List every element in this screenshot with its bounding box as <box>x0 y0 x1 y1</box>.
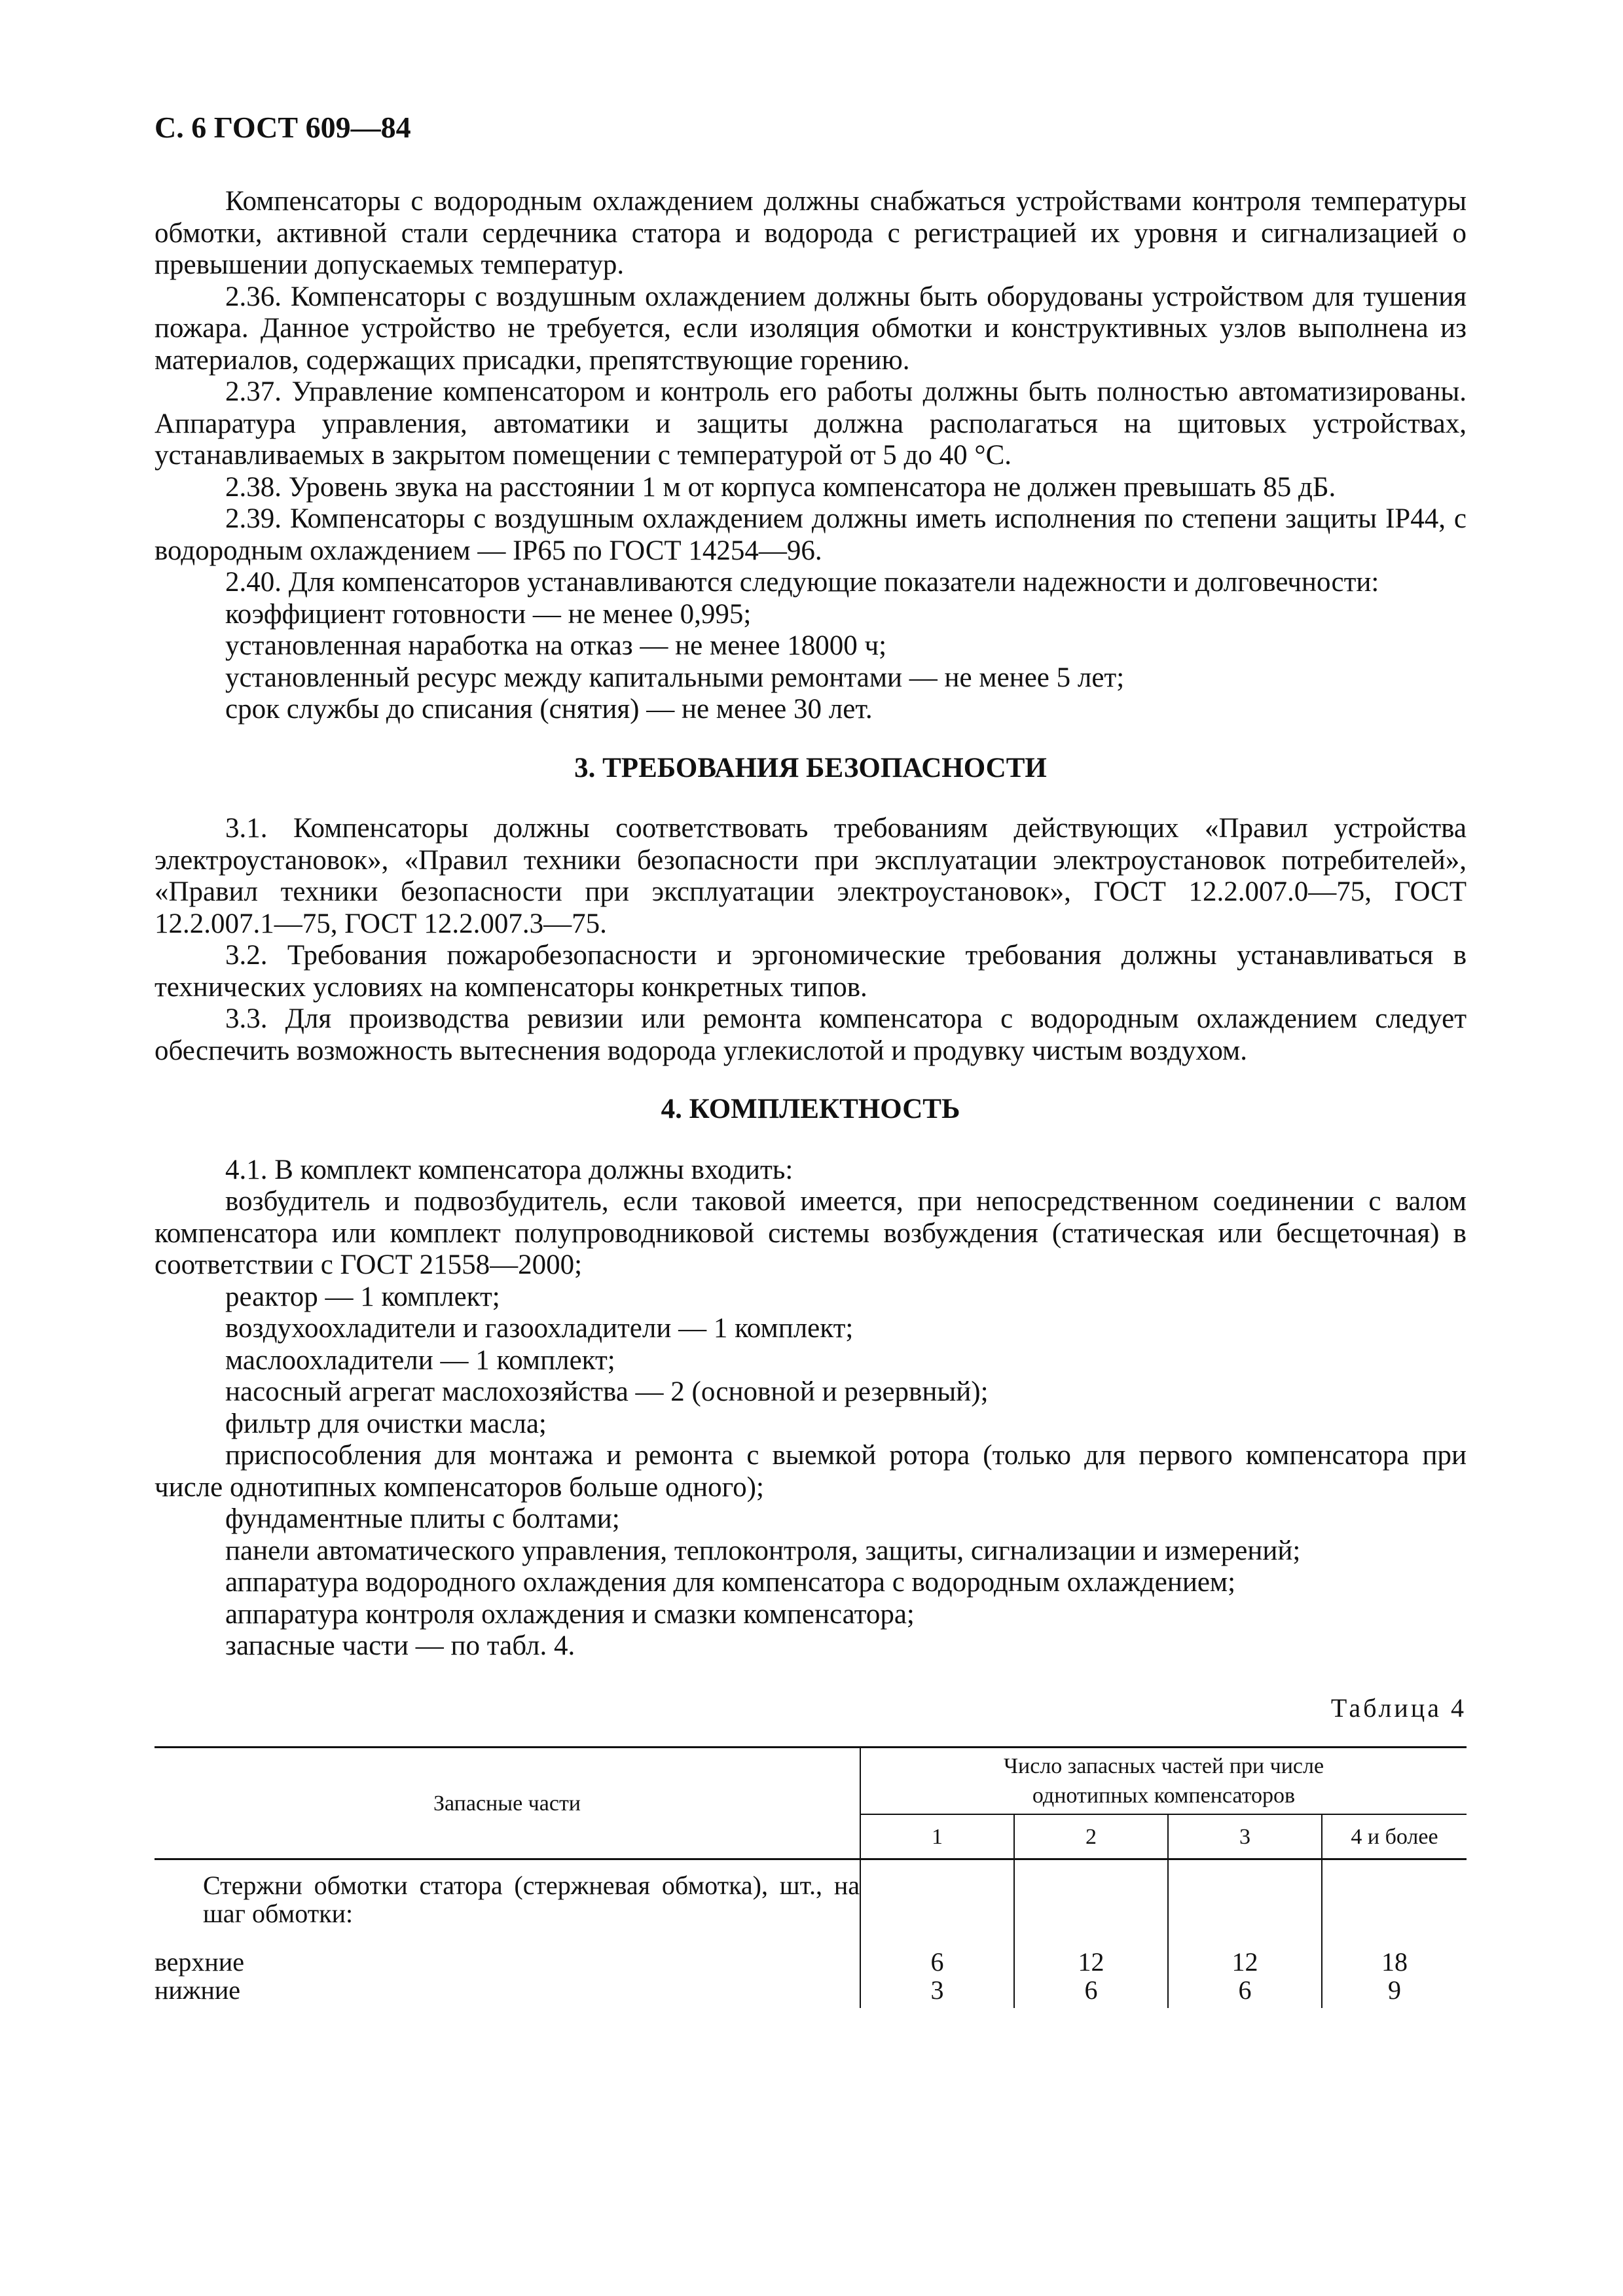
paragraph: установленный ресурс между капитальными ремонтами — не менее 5 лет; <box>225 662 1125 693</box>
table-header-group <box>860 1748 1467 1815</box>
table-cell-empty <box>1014 1859 1168 1939</box>
table-header-col-3: 3 <box>1168 1814 1322 1859</box>
table-cell: 12 <box>1168 1939 1322 1976</box>
table-group-label-text: Стержни обмотки статора (стержневая обмотка), шт., на шаг обмотки: <box>203 1871 860 1928</box>
paragraph: 3.1. Компенсаторы должны соответствовать требованиям действующих «Правил устройства электроустановок», «Правил техники безопасности при эксплуатации электроустановок потребителей», «Правил техники безопасности при эксплуатации электроустановок», ГОСТ 12.2.007.0—75, ГОСТ 12.2.007.1—75, ГОСТ 12.2.007.3—75. <box>155 813 1467 939</box>
paragraph: воздухоохладители и газоохладители — 1 комплект; <box>225 1313 854 1344</box>
paragraph: аппаратура контроля охлаждения и смазки компенсатора; <box>225 1598 915 1630</box>
paragraph: фильтр для очистки масла; <box>225 1408 547 1439</box>
table-row-label: нижние <box>155 1976 860 2008</box>
paragraph: 2.37. Управление компенсатором и контроль его работы должны быть полностью автоматизированы. Аппаратура управления, автоматики и защиты должна располагаться на щитовых устройствах, устанавливаемых в закрытом помещении с температурой от 5 до 40 °С. <box>155 376 1467 471</box>
paragraph: коэффициент готовности — не менее 0,995; <box>225 598 752 630</box>
table-cell-empty <box>1322 1859 1467 1939</box>
paragraph: запасные части — по табл. 4. <box>225 1630 575 1661</box>
table-row <box>155 1939 1467 1976</box>
table-row-group <box>155 1859 1467 1939</box>
paragraph: панели автоматического управления, теплоконтроля, защиты, сигнализации и измерений; <box>225 1535 1301 1566</box>
section-3-body <box>155 813 1467 1067</box>
table-header-group-text: Число запасных частей при числе однотипных компенсаторов <box>1003 1754 1324 1808</box>
paragraph: 2.38. Уровень звука на расстоянии 1 м от корпуса компенсатора не должен превышать 85 дБ. <box>225 471 1336 503</box>
table-group-label <box>155 1859 860 1939</box>
paragraph: 2.36. Компенсаторы с воздушным охлаждением должны быть оборудованы устройством для тушения пожара. Данное устройство не требуется, если изоляция обмотки и конструктивных узлов выполнена из материалов, содержащих присадки, препятствующие горению. <box>155 281 1467 376</box>
paragraph: установленная наработка на отказ — не менее 18000 ч; <box>225 630 887 661</box>
table-header-col-2: 2 <box>1014 1814 1168 1859</box>
table-cell: 18 <box>1381 1947 1408 1977</box>
spare-parts-table <box>155 1746 1467 2008</box>
paragraph: приспособления для монтажа и ремонта с выемкой ротора (только для первого компенсатора при числе однотипных компенсаторов больше одного); <box>155 1440 1467 1503</box>
section-4-heading: 4. КОМПЛЕКТНОСТЬ <box>661 1094 960 1124</box>
table-caption: Таблица 4 <box>1330 1693 1467 1723</box>
paragraph: реактор — 1 комплект; <box>225 1281 500 1312</box>
table-header-spare-parts: Запасные части <box>155 1748 860 1859</box>
page-header: С. 6 ГОСТ 609—84 <box>155 111 411 144</box>
paragraph: аппаратура водородного охлаждения для компенсатора с водородным охлаждением; <box>225 1567 1236 1598</box>
paragraph: возбудитель и подвозбудитель, если таковой имеется, при непосредственном соединении с валом компенсатора или комплект полупроводниковой системы возбуждения (статическая или бесщеточная) в соответствии с ГОСТ 21558—2000; <box>155 1186 1467 1280</box>
paragraph: срок службы до списания (снятия) — не менее 30 лет. <box>225 694 873 725</box>
document-body <box>155 186 1467 2008</box>
section-4-body <box>155 1155 1467 1662</box>
table-cell: 12 <box>1014 1939 1168 1976</box>
table-cell-empty <box>1168 1859 1322 1939</box>
table-row-label: верхние <box>155 1939 860 1976</box>
table-row <box>155 1976 1467 2008</box>
table-cell: 6 <box>1014 1976 1168 2008</box>
table-cell-empty <box>860 1859 1014 1939</box>
paragraph: 3.3. Для производства ревизии или ремонта компенсатора с водородным охлаждением следует обеспечить возможность вытеснения водорода углекислотой и продувку чистым воздухом. <box>155 1003 1467 1066</box>
paragraph: 2.39. Компенсаторы с воздушным охлаждением должны иметь исполнения по степени защиты IP44, с водородным охлаждением — IP65 по ГОСТ 14254—96. <box>155 503 1467 566</box>
paragraph: маслоохладители — 1 комплект; <box>225 1344 615 1376</box>
paragraph: 4.1. В комплект компенсатора должны входить: <box>225 1154 793 1185</box>
section-3-heading: 3. ТРЕБОВАНИЯ БЕЗОПАСНОСТИ <box>574 752 1047 783</box>
table-cell: 6 <box>1168 1976 1322 2008</box>
table-header-col-1: 1 <box>860 1814 1014 1859</box>
paragraph: Компенсаторы с водородным охлаждением должны снабжаться устройствами контроля температуры обмотки, активной стали сердечника статора и водорода с регистрацией их уровня и сигнализацией о превышении допускаемых температур. <box>155 186 1467 280</box>
paragraph: 2.40. Для компенсаторов устанавливаются следующие показатели надежности и долговечности: <box>225 567 1379 598</box>
table-cell: 6 <box>860 1939 1014 1976</box>
paragraph: насосный агрегат маслохозяйства — 2 (основной и резервный); <box>225 1376 989 1407</box>
table-header-col-4: 4 и более <box>1322 1814 1467 1859</box>
section-2-continued <box>155 186 1467 726</box>
paragraph: 3.2. Требования пожаробезопасности и эргономические требования должны устанавливаться в технических условиях на компенсаторы конкретных типов. <box>155 940 1467 1003</box>
paragraph: фундаментные плиты с болтами; <box>225 1503 620 1534</box>
table-cell: 9 <box>1388 1975 1401 2005</box>
table-cell: 3 <box>860 1976 1014 2008</box>
